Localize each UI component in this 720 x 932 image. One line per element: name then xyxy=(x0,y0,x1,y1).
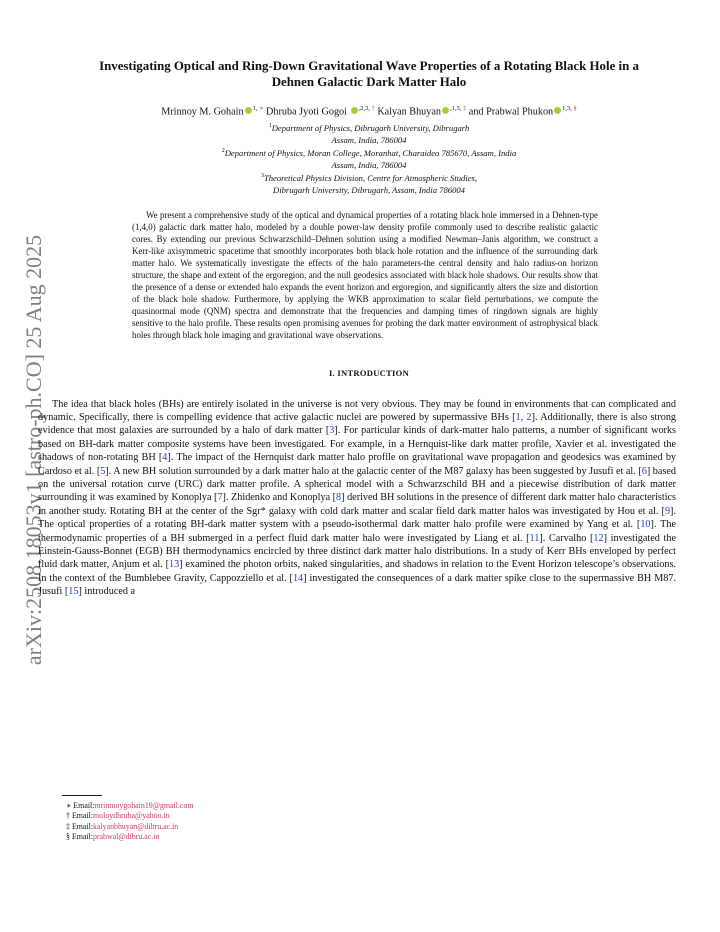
body-text: , xyxy=(520,411,527,423)
body-text: ]. Zhidenko and Konoplya [ xyxy=(222,492,337,504)
citation-link[interactable]: 9 xyxy=(664,505,671,517)
body-text: ] examined the photon orbits, naked singularities, and shadows in relation to the Event Horizon telescope’s observations. In the context of the Bumblebee Gravity, Cappozziello et al. [ xyxy=(38,559,677,584)
body-text: ]. Additionally, there is also strong evidence that most galaxies are surrounded by a halo of dark matter [ xyxy=(38,411,677,437)
affiliation-line: $^2$Department of Physics, Moran College, Moranhat, Charaideo 785670, Assam, India xyxy=(221,148,517,159)
section-heading: I. INTRODUCTION xyxy=(328,367,410,378)
citation-link[interactable]: 13 xyxy=(168,559,180,571)
affiliation-line: $^1$Department of Physics, Dibrugarh University, Dibrugarh xyxy=(268,123,470,134)
author-list: Mrinnoy M. Gohain $^{1, ∗}$ Dhruba Jyoti Gogoi $^{,2,3, \dagger}$ Kalyan Bhuyan $^{,1,3, \ddagger}$ and Prabwal Phukon $^{1,3, \S}$ xyxy=(161,105,577,118)
citation-link[interactable]: 11 xyxy=(529,532,540,544)
footnote: ∗ Email:mrinmoygohain19@gmail.com xyxy=(66,801,194,810)
citation-link[interactable]: 14 xyxy=(292,572,304,584)
email-link[interactable]: mrinmoygohain19@gmail.com xyxy=(94,801,194,810)
abstract: We present a comprehensive study of the optical and dynamical properties of a rotating black hole immersed in a Dehnen-type (1,4,0) galactic dark matter halo, modeled by a double power-law density profile commonly used to describe realistic galactic cores. By extending our previous Schwarzschild–Dehnen solution using a modified Newman–Janis algorithm, we construct a Kerr-like axisymmetric spacetime that smoothly incorporates both black hole rotation and the influence of the surrounding dark matter halo. We systematically investigate the effects of the halo parameters-the central density and halo radius-on horizon structure, the shape and extent of the ergoregion, and the null geodesics associated with black hole shadows. Our results show that the presence of a dense or extended halo expands the event horizon and ergoregion, and significantly alters the size and distortion of the black hole shadow. Furthermore, by applying the WKB approximation to scalar field perturbations, we compute the quasinormal mode (QNM) spectra and demonstrate that the frequencies and damping times of ringdown signals are highly sensitive to the halo profile. These results open promising avenues for probing the dark matter environment of astrophysical black holes through black hole imaging and gravitational wave observations. xyxy=(132,209,598,340)
paper-page xyxy=(38,58,677,599)
author-name: Mrinnoy M. Gohain xyxy=(161,106,244,118)
orcid-icon[interactable] xyxy=(245,107,252,114)
affiliation-line: Assam, India, 786004 xyxy=(331,159,407,170)
footnotes xyxy=(66,801,194,843)
citation-link[interactable]: 2 xyxy=(526,411,532,423)
introduction-paragraph xyxy=(38,398,676,599)
body-text: ] investigated the Einstein-Gauss-Bonnet (EGB) BH thermodynamics encircled by three distinct dark matter halo distributions. In a study of Kerr BHs enveloped by perfect fluid dark matter, Anjum et al. [ xyxy=(38,532,676,571)
and-word: and xyxy=(468,106,484,118)
author-name: Prabwal Phukon xyxy=(486,106,554,118)
body-text: ] derived BH solutions in the presence of different dark matter halo characteristics in another study. Rotating BH at the center of the Sgr* galaxy with cold dark matter and scalar field dark matter halos was investigated by Hou et al. [ xyxy=(38,492,677,517)
email-link[interactable]: prabwal@dibru.ac.in xyxy=(92,832,160,842)
affiliation-line: Dibrugarh University, Dibrugarh, Assam, India 786004 xyxy=(273,184,465,195)
body-text: ]. For particular kinds of dark-matter halo patterns, a number of significant works based on BH-dark matter composite systems have been investigated. For example, in a Hernquist-like dark matter profile, Xavier et al. investigated the shadows of non-rotating BH [ xyxy=(38,425,676,464)
orcid-icon[interactable] xyxy=(442,107,449,114)
affiliation-line: $^3$Theoretical Physics Division, Centre for Atmospheric Studies, xyxy=(260,173,478,184)
citation-link[interactable]: 12 xyxy=(593,532,604,544)
paper-title: Investigating Optical and Ring-Down Gravitational Wave Properties of a Rotating Black Hole in a Dehnen Galactic Dark Matter Halo xyxy=(99,59,639,89)
email-link[interactable]: moloydhruba@yahoo.in xyxy=(92,811,170,821)
body-text: ]. The thermodynamic properties of a BH submerged in a perfect fluid dark matter halo were investigated by Liang et al. [ xyxy=(38,519,677,544)
citation-link[interactable]: 1 xyxy=(515,411,521,423)
citation-link[interactable]: 5 xyxy=(100,465,106,477)
footnote-mark[interactable]: ‡ xyxy=(463,105,467,112)
footnote-mark[interactable]: ∗ xyxy=(259,105,264,112)
citation-link[interactable]: 10 xyxy=(640,519,651,531)
arxiv-stamp: arXiv:2508.18053v1 [astro-ph.CO] 25 Aug 2025 xyxy=(21,234,46,666)
citation-link[interactable]: 8 xyxy=(336,492,342,504)
citation-link[interactable]: 4 xyxy=(162,452,168,464)
footnote: ‡ Email:kalyanbhuyan@dibru.ac.in xyxy=(66,821,179,831)
footnote-mark[interactable]: † xyxy=(371,105,375,112)
body-text: ]. A new BH solution surrounded by a dark matter halo at the galactic center of the M87 galaxy has been suggested by Jusufi et al. [ xyxy=(105,465,642,477)
author-name: Dhruba Jyoti Gogoi xyxy=(266,106,347,118)
footnote: § Email:prabwal@dibru.ac.in xyxy=(66,832,160,842)
footnote: † Email:moloydhruba@yahoo.in xyxy=(66,811,170,821)
body-text: ]. Carvalho [ xyxy=(539,532,594,544)
citation-link[interactable]: 3 xyxy=(329,425,335,437)
footnote-mark[interactable]: § xyxy=(573,105,577,112)
citation-link[interactable]: 15 xyxy=(68,586,79,598)
affiliations xyxy=(74,121,664,196)
affiliation-line: Assam, India, 786004 xyxy=(331,134,407,145)
body-text: ] introduced a xyxy=(78,586,136,598)
footnote-rule xyxy=(62,795,102,796)
orcid-icon[interactable] xyxy=(351,107,358,114)
orcid-icon[interactable] xyxy=(554,107,561,114)
body-text: ] based on the universal rotation curve (URC) dark matter profile. A spherical model with a Schwarzschild BH and a piecewise distribution of dark matter surrounding it was examined by Konoplya [ xyxy=(38,465,676,504)
citation-link[interactable]: 7 xyxy=(217,492,223,504)
author-name: Kalyan Bhuyan xyxy=(377,106,441,118)
body-text: ]. The impact of the Hernquist dark matter halo profile on gravitational wave propagation and geodesics was examined by Cardoso et al. [ xyxy=(38,452,677,477)
body-text: ]. The optical properties of a rotating BH-dark matter system with a pseudo-isothermal dark matter halo profile were examined by Yang et al. [ xyxy=(38,505,676,531)
body-text: ] investigated the consequences of a dark matter spike close to the supermassive BH M87. Jusufi [ xyxy=(38,572,676,598)
email-link[interactable]: kalyanbhuyan@dibru.ac.in xyxy=(92,821,179,831)
body-text: The idea that black holes (BHs) are entirely isolated in the universe is not very obvious. They may be found in environments that can complicated and dynamic. Specifically, there is compelling evidence that active galactic nuclei are powered by supermassive BHs [ xyxy=(38,398,676,423)
citation-link[interactable]: 6 xyxy=(641,465,647,477)
